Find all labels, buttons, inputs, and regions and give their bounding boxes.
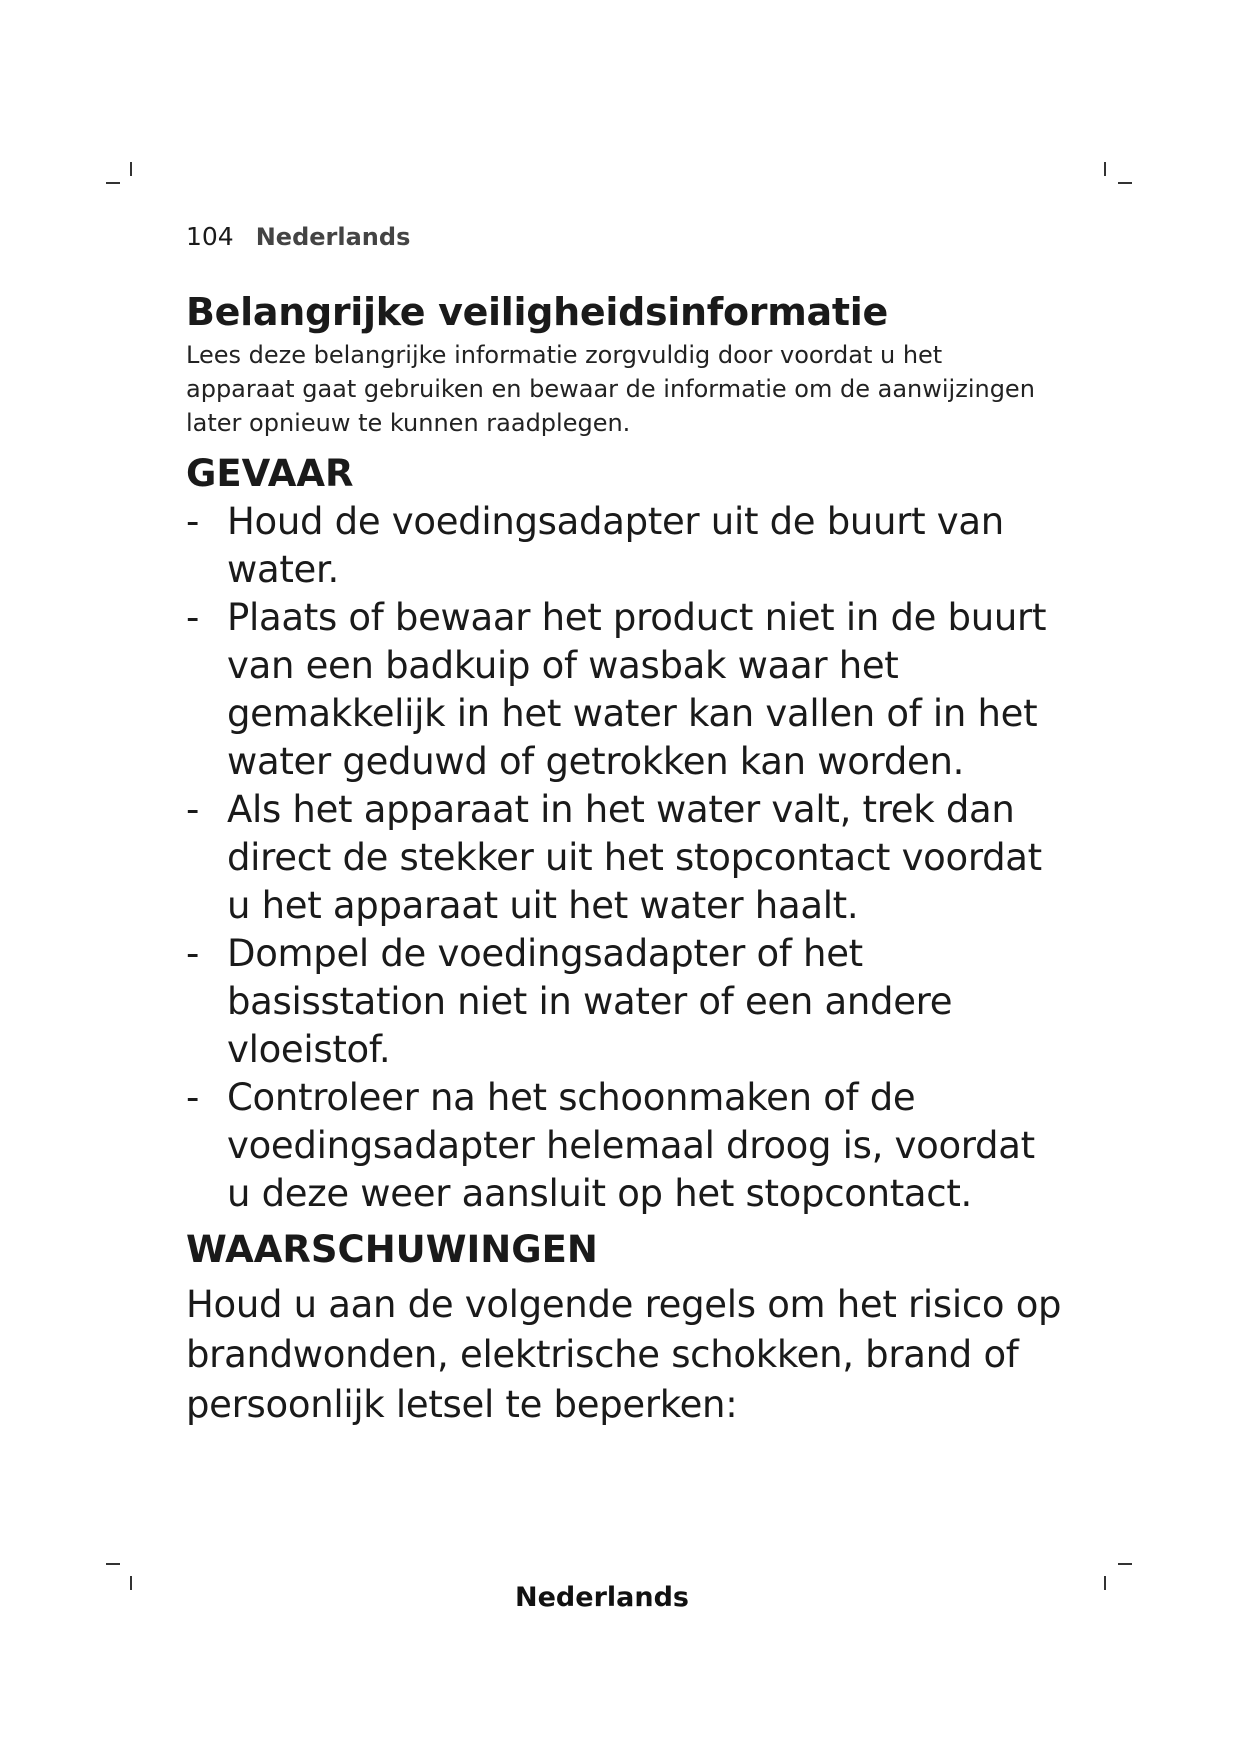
dash-bullet: -: [186, 500, 200, 543]
page-number: 104: [186, 222, 234, 251]
danger-item-text: Controleer na het schoonmaken of de voedingsadapter helemaal droog is, voordat u deze weer aansluit op het stopcontact.: [227, 1076, 1035, 1215]
dash-bullet: -: [186, 1076, 200, 1119]
dash-bullet: -: [186, 788, 200, 831]
danger-item-text: Dompel de voedingsadapter of het basisstation niet in water of een andere vloeistof.: [227, 932, 953, 1071]
warnings-intro: Houd u aan de volgende regels om het risico op brandwonden, elektrische schokken, brand of persoonlijk letsel te beperken:: [186, 1283, 1062, 1426]
danger-item-text: Houd de voedingsadapter uit de buurt van water.: [227, 500, 1004, 591]
danger-item: [186, 930, 1066, 1074]
danger-item-text: Plaats of bewaar het product niet in de buurt van een badkuip of wasbak waar het gemakkelijk in het water kan vallen of in het water geduwd of getrokken kan worden.: [227, 596, 1047, 783]
page-header: [186, 222, 410, 252]
warnings-heading: WAARSCHUWINGEN: [186, 1228, 598, 1271]
danger-item-text: Als het apparaat in het water valt, trek dan direct de stekker uit het stopcontact voordat u het apparaat uit het water haalt.: [227, 788, 1042, 927]
danger-item: [186, 786, 1066, 930]
crop-mark-top-left-h: [106, 182, 120, 184]
danger-item: [186, 594, 1066, 786]
danger-list: [186, 498, 1066, 1218]
crop-mark-top-right-h: [1118, 182, 1132, 184]
crop-mark-bottom-right-h: [1118, 1563, 1132, 1565]
page-footer-language: Nederlands: [515, 1582, 689, 1613]
crop-mark-bottom-left-h: [106, 1563, 120, 1565]
page-title: Belangrijke veiligheidsinformatie: [186, 290, 888, 334]
header-language: Nederlands: [255, 223, 411, 251]
crop-mark-top-right-v: [1104, 162, 1106, 176]
dash-bullet: -: [186, 932, 200, 975]
danger-heading: GEVAAR: [186, 452, 354, 495]
danger-item: [186, 1074, 1066, 1218]
danger-item: [186, 498, 1066, 594]
intro-paragraph: Lees deze belangrijke informatie zorgvuldig door voordat u het apparaat gaat gebruiken en bewaar de informatie om de aanwijzingen later opnieuw te kunnen raadplegen.: [186, 341, 1035, 437]
crop-mark-top-left-v: [130, 162, 132, 176]
page-content: [186, 288, 1086, 1430]
dash-bullet: -: [186, 596, 200, 639]
